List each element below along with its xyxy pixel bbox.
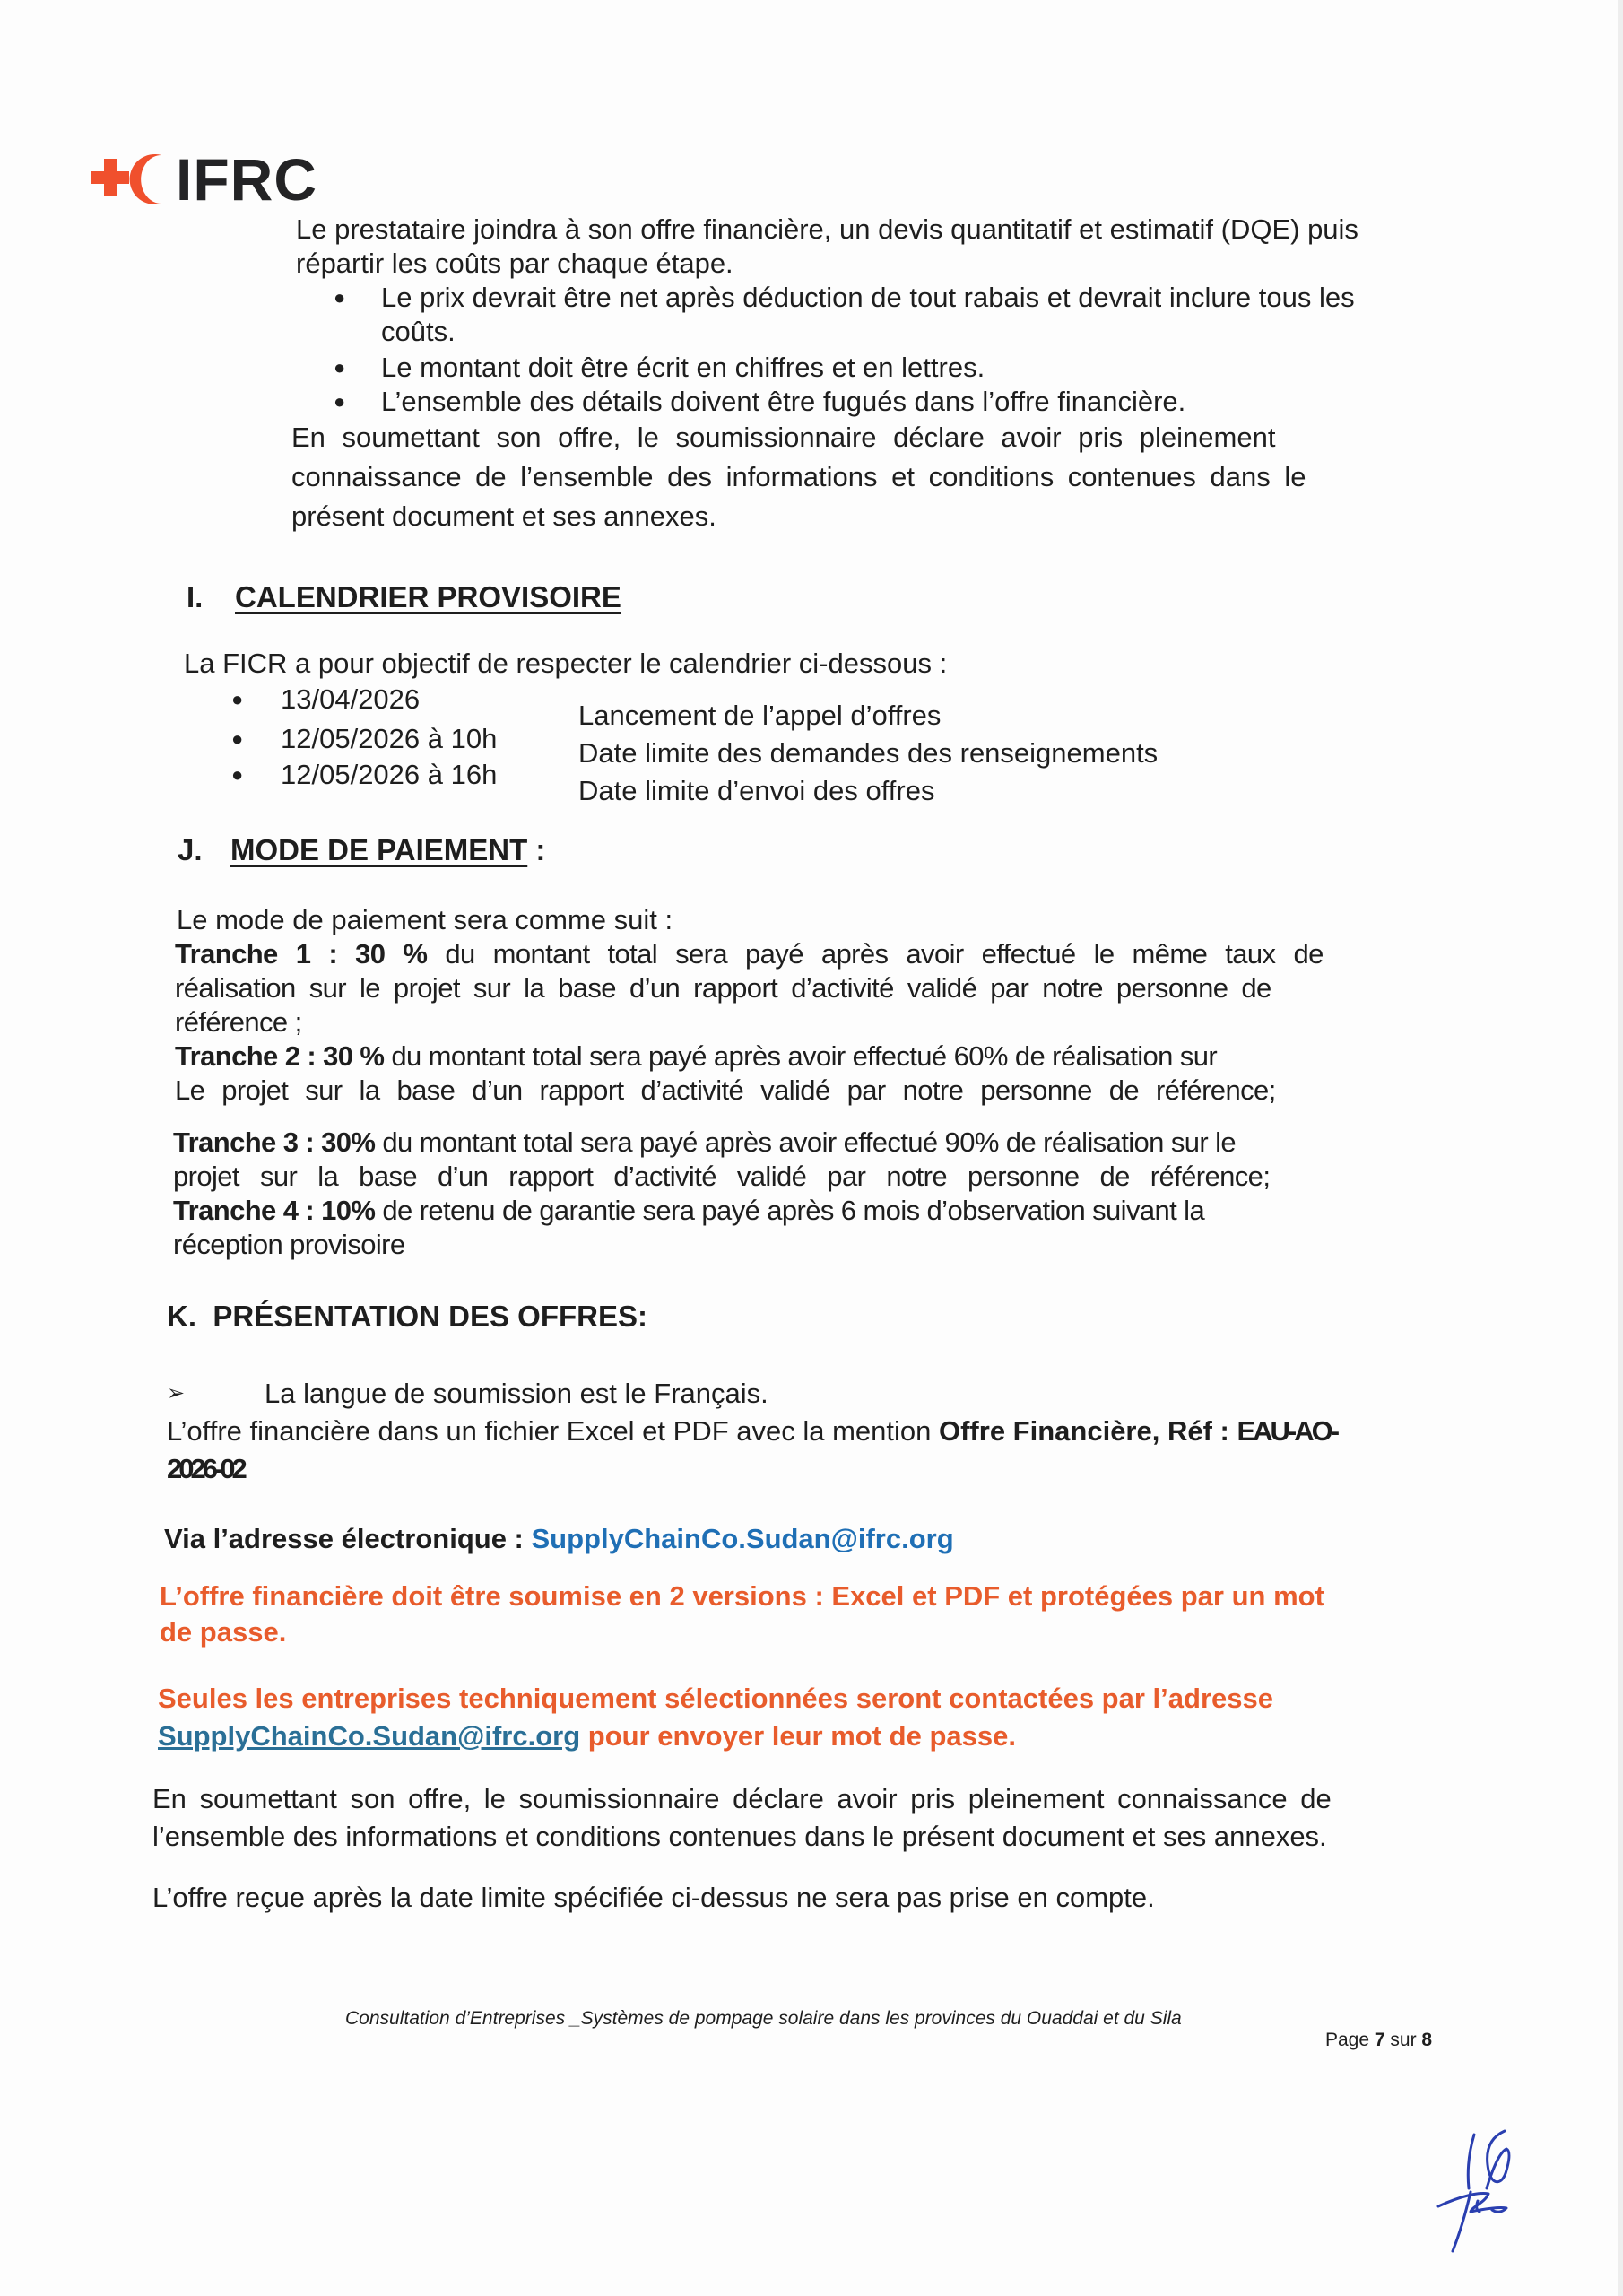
declaration-line-1: En soumettant son offre, le soumissionnaire déclare avoir pris pleinement connaissance de: [152, 1783, 1332, 1814]
section-j-number: J.: [178, 833, 203, 866]
tranche-2-label: Tranche 2 : 30 %: [175, 1040, 385, 1072]
calendar-intro: La FICR a pour objectif de respecter le calendrier ci-dessous :: [184, 648, 948, 679]
intro-bullet-1-line-1: Le prix devrait être net après déduction de tout rabais et devrait inclure tous les: [381, 282, 1355, 313]
page-prefix: Page: [1325, 2030, 1375, 2050]
bullet-icon: ●: [231, 763, 244, 786]
page-current: 7: [1374, 2030, 1385, 2050]
intro-declaration-2: connaissance de l’ensemble des informations et conditions contenues dans le: [291, 461, 1306, 492]
tranche-3-line-1: [173, 1126, 1236, 1159]
warning-line-2: de passe.: [160, 1616, 287, 1648]
reference-part-2: 2026-02: [167, 1453, 244, 1484]
submission-language: La langue de soumission est le Français.: [265, 1378, 768, 1409]
bullet-icon: ●: [231, 727, 244, 750]
intro-declaration-1: En soumettant son offre, le soumissionnaire déclare avoir pris pleinement: [291, 422, 1276, 453]
tranche-4-text: de retenu de garantie sera payé après 6 mois d’observation suivant la: [375, 1195, 1205, 1226]
intro-bullet-1-line-2: coûts.: [381, 316, 456, 347]
schedule-date-2: 12/05/2026 à 10h: [281, 723, 498, 754]
schedule-date-3: 12/05/2026 à 16h: [281, 759, 498, 790]
intro-line-2: répartir les coûts par chaque étape.: [296, 248, 733, 279]
logo-text: IFRC: [176, 146, 317, 213]
tranche-4-line-2: réception provisoire: [173, 1229, 405, 1260]
page-sep: sur: [1384, 2030, 1422, 2050]
tranche-3-text: du montant total sera payé après avoir effectué 90% de réalisation sur le: [375, 1126, 1237, 1158]
section-k-number: K.: [167, 1300, 196, 1333]
schedule-event-3: Date limite d’envoi des offres: [578, 775, 935, 806]
section-i-number: I.: [187, 580, 204, 613]
section-j-title: MODE DE PAIEMENT: [230, 833, 528, 866]
warning-line-1: L’offre financière doit être soumise en 2 versions : Excel et PDF et protégées par un mot: [160, 1580, 1324, 1612]
section-i-title: CALENDRIER PROVISOIRE: [235, 580, 621, 613]
reference-part-1: EAU-AO-: [1237, 1415, 1338, 1447]
tranche-1-line-1: [175, 938, 1324, 970]
bullet-icon: ●: [334, 286, 346, 309]
notice-rest: pour envoyer leur mot de passe.: [580, 1720, 1016, 1752]
page-total: 8: [1421, 2030, 1433, 2050]
bullet-icon: ●: [334, 356, 346, 378]
section-j-heading: [230, 834, 545, 866]
file-mention: Offre Financière, Réf :: [939, 1415, 1237, 1447]
payment-intro: Le mode de paiement sera comme suit :: [177, 904, 673, 935]
late-notice: L’offre reçue après la date limite spécifiée ci-dessus ne sera pas prise en compte.: [152, 1882, 1155, 1913]
bullet-icon: ●: [231, 688, 244, 710]
schedule-event-1: Lancement de l’appel d’offres: [578, 700, 942, 731]
declaration-line-2: l’ensemble des informations et conditions contenues dans le présent document et ses annexes.: [152, 1821, 1327, 1852]
intro-bullet-3: L’ensemble des détails doivent être fugués dans l’offre financière.: [381, 386, 1186, 417]
schedule-event-2: Date limite des demandes des renseignements: [578, 737, 1159, 769]
tranche-2-line-1: [175, 1040, 1217, 1073]
arrow-bullet-icon: ➢: [167, 1381, 186, 1405]
email-label: Via l’adresse électronique :: [164, 1523, 532, 1554]
intro-line-1: Le prestataire joindra à son offre financière, un devis quantitatif et estimatif (DQE) puis: [296, 213, 1358, 245]
handwritten-signature: [1417, 2117, 1542, 2260]
email-link[interactable]: SupplyChainCo.Sudan@ifrc.org: [531, 1523, 954, 1554]
intro-bullet-2: Le montant doit être écrit en chiffres et en lettres.: [381, 352, 985, 383]
footer-title: Consultation d’Entreprises _Systèmes de pompage solaire dans les provinces du Ouaddai et du Sila: [345, 2008, 1182, 2029]
tranche-1-line-2: réalisation sur le projet sur la base d’un rapport d’activité validé par notre personne de: [175, 972, 1271, 1004]
tranche-4-label: Tranche 4 : 10%: [173, 1195, 376, 1226]
tranche-3-label: Tranche 3 : 30%: [173, 1126, 376, 1158]
notice-email-link[interactable]: SupplyChainCo.Sudan@ifrc.org: [158, 1720, 581, 1752]
tranche-3-line-2: projet sur la base d’un rapport d’activité validé par notre personne de référence;: [173, 1161, 1271, 1192]
notice-line-1: Seules les entreprises techniquement sélectionnées seront contactées par l’adresse: [158, 1683, 1273, 1714]
intro-declaration-3: présent document et ses annexes.: [291, 500, 716, 532]
schedule-date-1: 13/04/2026: [281, 683, 421, 715]
tranche-1-label: Tranche 1 : 30 %: [175, 938, 428, 970]
bullet-icon: ●: [334, 390, 346, 413]
section-j-title-suffix: :: [527, 833, 546, 866]
file-requirement-text: L’offre financière dans un fichier Excel et PDF avec la mention: [167, 1415, 939, 1447]
section-k-heading: [167, 1300, 647, 1333]
tranche-1-line-3: référence ;: [175, 1006, 302, 1038]
tranche-1-text: du montant total sera payé après avoir effectué le même taux de: [427, 938, 1324, 970]
tranche-2-line-2: Le projet sur la base d’un rapport d’activité validé par notre personne de référence;: [175, 1074, 1276, 1106]
notice-line-2: [158, 1720, 1016, 1752]
page-number: [1325, 2029, 1432, 2052]
email-line: [164, 1523, 954, 1555]
file-requirement-line: [167, 1415, 1337, 1448]
tranche-2-text: du montant total sera payé après avoir effectué 60% de réalisation sur: [384, 1040, 1218, 1072]
section-k-title: PRÉSENTATION DES OFFRES:: [213, 1300, 647, 1333]
tranche-4-line-1: [173, 1195, 1204, 1227]
